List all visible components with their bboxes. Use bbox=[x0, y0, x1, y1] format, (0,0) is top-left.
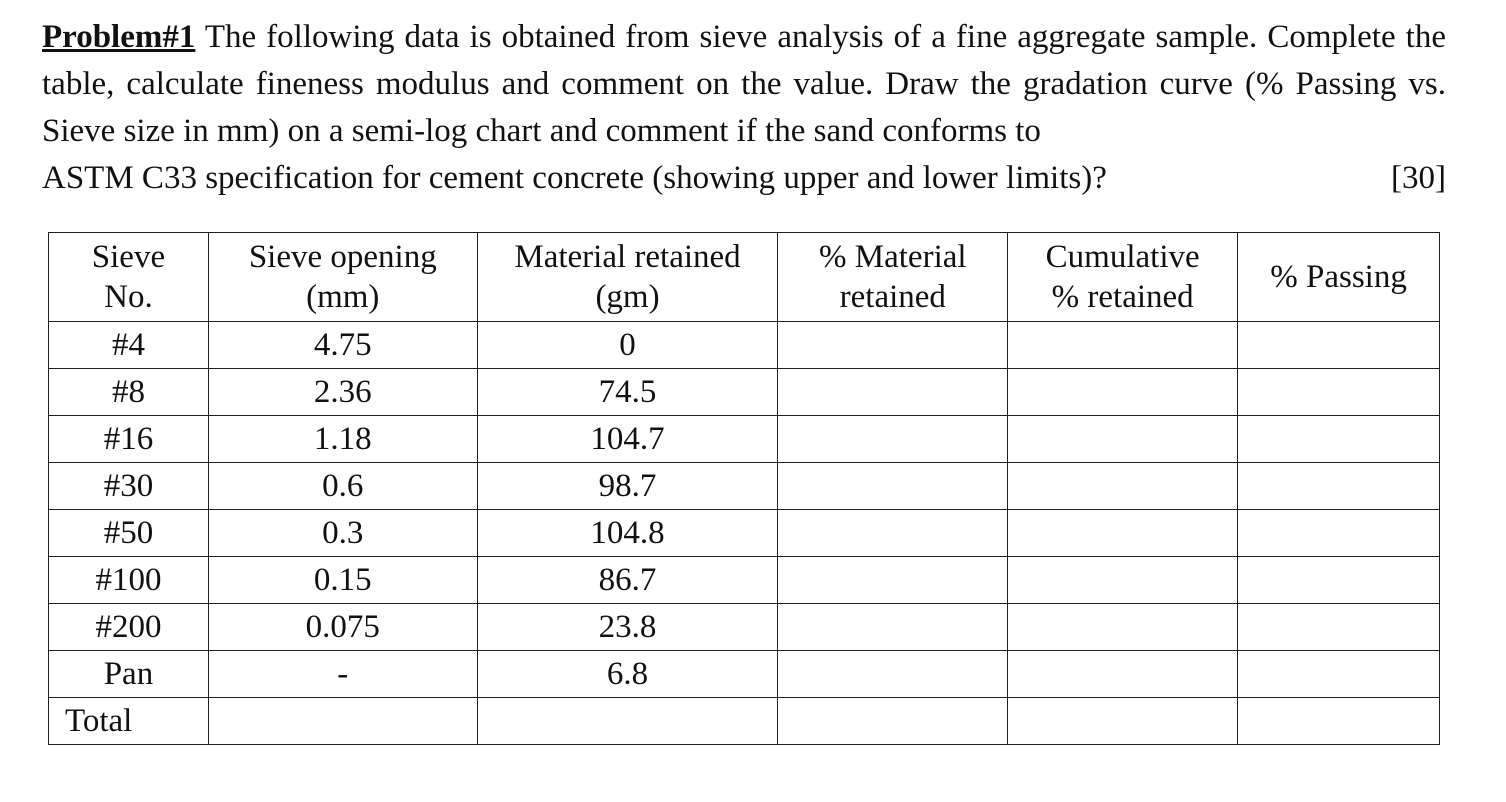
cell-cumulative bbox=[1008, 369, 1238, 416]
cell-sieve: #100 bbox=[49, 557, 209, 604]
table-row bbox=[49, 322, 1440, 369]
cell-opening: 0.075 bbox=[208, 604, 477, 651]
cell-opening: 0.6 bbox=[208, 463, 477, 510]
cell-cumulative bbox=[1008, 416, 1238, 463]
cell-opening: 0.3 bbox=[208, 510, 477, 557]
problem-text-end: ASTM C33 specification for cement concrete (showing upper and lower limits)? bbox=[42, 160, 1107, 196]
cell-opening: 4.75 bbox=[208, 322, 477, 369]
cell-total-pct-retained bbox=[778, 698, 1008, 745]
table-total-row bbox=[49, 698, 1440, 745]
header-sieve-no: Sieve No. bbox=[49, 233, 209, 322]
table-row bbox=[49, 604, 1440, 651]
cell-pct-retained bbox=[778, 416, 1008, 463]
cell-passing bbox=[1238, 557, 1440, 604]
cell-retained: 0 bbox=[477, 322, 778, 369]
table-row bbox=[49, 557, 1440, 604]
cell-passing bbox=[1238, 604, 1440, 651]
header-pct-material-retained: % Material retained bbox=[778, 233, 1008, 322]
problem-last-line bbox=[42, 155, 1446, 202]
problem-label: Problem#1 bbox=[42, 19, 196, 55]
cell-pct-retained bbox=[778, 604, 1008, 651]
cell-passing bbox=[1238, 416, 1440, 463]
cell-cumulative bbox=[1008, 463, 1238, 510]
header-pct-passing: % Passing bbox=[1238, 233, 1440, 322]
cell-sieve: #30 bbox=[49, 463, 209, 510]
cell-cumulative bbox=[1008, 322, 1238, 369]
cell-total-opening bbox=[208, 698, 477, 745]
cell-sieve: Pan bbox=[49, 651, 209, 698]
header-cumulative-retained: Cumulative % retained bbox=[1008, 233, 1238, 322]
cell-total-passing bbox=[1238, 698, 1440, 745]
marks-label: [30] bbox=[1391, 160, 1446, 196]
cell-sieve: #50 bbox=[49, 510, 209, 557]
cell-retained: 74.5 bbox=[477, 369, 778, 416]
table-header-row bbox=[49, 233, 1440, 322]
cell-retained: 23.8 bbox=[477, 604, 778, 651]
cell-cumulative bbox=[1008, 651, 1238, 698]
cell-retained: 104.7 bbox=[477, 416, 778, 463]
cell-cumulative bbox=[1008, 604, 1238, 651]
cell-sieve: #8 bbox=[49, 369, 209, 416]
table-row bbox=[49, 369, 1440, 416]
cell-passing bbox=[1238, 369, 1440, 416]
cell-pct-retained bbox=[778, 557, 1008, 604]
cell-pct-retained bbox=[778, 369, 1008, 416]
cell-retained: 104.8 bbox=[477, 510, 778, 557]
cell-pct-retained bbox=[778, 510, 1008, 557]
cell-opening: - bbox=[208, 651, 477, 698]
cell-sieve: #4 bbox=[49, 322, 209, 369]
problem-text: The following data is obtained from sieve analysis of a fine aggregate sample. Complete the table, calculate fineness modulus and comment on the value. Draw the gradation curve (% Passing vs. Sieve size in mm) on a semi-log chart and comment if the sand conforms to bbox=[42, 19, 1446, 149]
cell-total-cumulative bbox=[1008, 698, 1238, 745]
total-label: Total bbox=[49, 698, 209, 745]
cell-sieve: #16 bbox=[49, 416, 209, 463]
cell-opening: 1.18 bbox=[208, 416, 477, 463]
cell-cumulative bbox=[1008, 557, 1238, 604]
table-row bbox=[49, 510, 1440, 557]
table-row bbox=[49, 463, 1440, 510]
cell-opening: 0.15 bbox=[208, 557, 477, 604]
cell-pct-retained bbox=[778, 322, 1008, 369]
header-sieve-opening: Sieve opening (mm) bbox=[208, 233, 477, 322]
cell-retained: 6.8 bbox=[477, 651, 778, 698]
cell-sieve: #200 bbox=[49, 604, 209, 651]
cell-pct-retained bbox=[778, 651, 1008, 698]
table-row bbox=[49, 416, 1440, 463]
cell-passing bbox=[1238, 463, 1440, 510]
cell-total-retained bbox=[477, 698, 778, 745]
cell-pct-retained bbox=[778, 463, 1008, 510]
cell-retained: 86.7 bbox=[477, 557, 778, 604]
cell-passing bbox=[1238, 322, 1440, 369]
cell-opening: 2.36 bbox=[208, 369, 477, 416]
cell-retained: 98.7 bbox=[477, 463, 778, 510]
cell-cumulative bbox=[1008, 510, 1238, 557]
problem-statement bbox=[42, 14, 1446, 202]
header-material-retained: Material retained (gm) bbox=[477, 233, 778, 322]
cell-passing bbox=[1238, 651, 1440, 698]
table-row bbox=[49, 651, 1440, 698]
cell-passing bbox=[1238, 510, 1440, 557]
sieve-analysis-table bbox=[48, 232, 1440, 745]
